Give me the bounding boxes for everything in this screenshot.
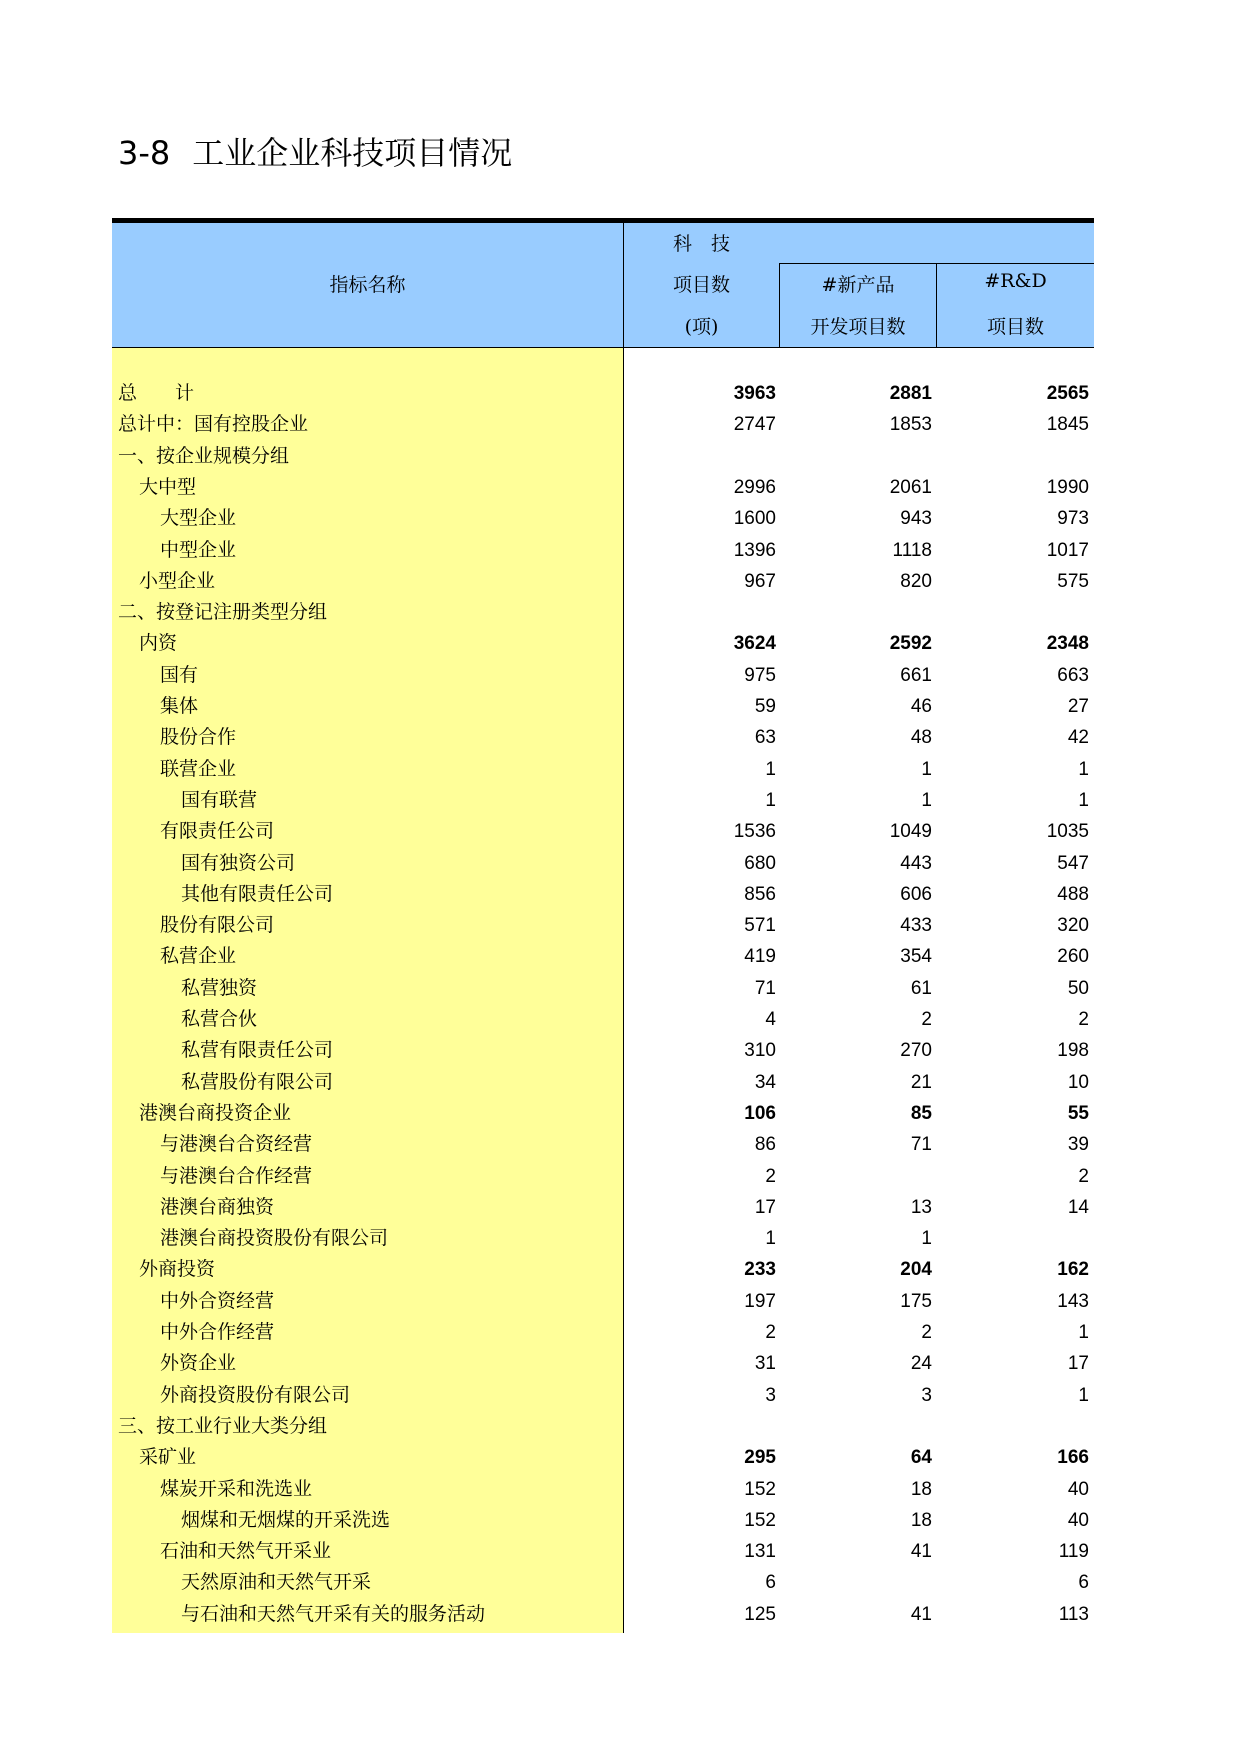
value-new-product: 204 [900,1259,932,1281]
value-projects: 2 [765,1322,776,1343]
value-rd: 1 [1078,1384,1089,1406]
row-label: 股份有限公司 [160,914,275,937]
value-projects: 1 [765,1228,776,1250]
value-new-product: 175 [900,1290,932,1312]
value-new-product: 606 [900,883,932,905]
row-label: 中外合作经营 [160,1321,275,1343]
value-projects: 1396 [733,539,776,561]
table-row [112,660,1094,691]
value-projects: 34 [754,1071,776,1093]
value-projects: 1536 [733,821,776,843]
value-new-product: 24 [910,1353,932,1375]
row-label: 外商投资股份有限公司 [160,1383,351,1406]
row-label: 大中型 [139,475,197,498]
table-row [112,816,1094,847]
value-rd: 2565 [1046,383,1089,404]
page-title [118,128,512,174]
value-projects: 4 [765,1009,776,1030]
table-row [112,1286,1094,1317]
row-label: 总计中：国有控股企业 [118,413,309,436]
value-projects: 1 [765,758,776,780]
row-label: 二、按登记注册类型分组 [118,601,328,624]
table-row [112,879,1094,910]
value-rd: 575 [1057,570,1089,592]
header-col2-line2: 开发项目数 [810,316,906,338]
value-new-product: 3 [921,1384,932,1406]
value-rd: 663 [1057,664,1089,686]
row-label: 石油和天然气开采业 [160,1540,332,1563]
row-label: 股份合作 [160,726,237,749]
value-rd: 488 [1057,883,1089,905]
value-projects: 975 [744,664,776,686]
row-label: 三、按工业行业大类分组 [118,1414,328,1437]
row-label: 总 计 [118,382,195,404]
table-row [112,535,1094,566]
table-row [112,1599,1094,1630]
value-projects: 680 [744,852,776,874]
value-new-product: 1 [921,758,932,780]
value-rd: 40 [1067,1509,1089,1531]
value-new-product: 2 [921,1009,932,1030]
table-row [112,848,1094,879]
value-rd: 166 [1057,1447,1089,1469]
value-rd: 2348 [1046,633,1089,655]
row-label: 港澳台商独资 [160,1195,275,1218]
value-projects: 295 [744,1447,776,1469]
header-group: 科 技 [672,233,730,255]
table-row [112,754,1094,785]
value-projects: 152 [744,1509,776,1531]
value-rd: 1035 [1046,821,1089,843]
row-label: 与港澳台合作经营 [160,1164,313,1187]
value-new-product: 1049 [889,821,932,843]
value-new-product: 85 [910,1102,932,1124]
value-rd: 1 [1078,758,1089,780]
row-label: 私营有限责任公司 [181,1039,334,1062]
value-new-product: 943 [900,508,932,530]
value-new-product: 820 [900,570,932,592]
table-row [112,1317,1094,1348]
row-label: 私营股份有限公司 [181,1070,334,1093]
table-row [112,597,1094,628]
value-projects: 125 [744,1603,776,1625]
table-row [112,910,1094,941]
value-new-product: 18 [910,1509,932,1531]
value-new-product: 41 [910,1541,932,1563]
header-col2-line1: #新产品 [821,274,895,296]
value-rd: 1845 [1046,414,1089,436]
row-label: 私营合伙 [181,1008,258,1030]
value-rd: 198 [1057,1040,1089,1062]
table-row [112,1411,1094,1442]
value-projects: 31 [754,1353,776,1375]
value-projects: 86 [754,1134,776,1156]
value-new-product: 71 [910,1134,932,1156]
value-new-product: 64 [910,1447,932,1469]
value-rd: 113 [1058,1603,1089,1625]
row-label: 港澳台商投资企业 [139,1101,292,1124]
table-number: 3-8 [118,134,171,172]
table-row [112,1442,1094,1473]
table-row [112,503,1094,534]
value-rd: 17 [1067,1353,1089,1375]
value-rd: 50 [1067,977,1089,999]
value-new-product: 2061 [889,476,932,498]
table-row [112,1474,1094,1505]
row-label: 国有联营 [181,788,258,811]
value-new-product: 1853 [889,414,932,436]
value-new-product: 2 [921,1322,932,1343]
table-row [112,628,1094,659]
table-row [112,1004,1094,1035]
row-label: 外资企业 [160,1352,237,1375]
value-new-product: 13 [910,1196,932,1218]
table-row [112,785,1094,816]
value-new-product: 46 [910,696,932,717]
value-projects: 17 [754,1196,776,1218]
value-rd: 27 [1067,696,1089,717]
value-projects: 59 [754,696,776,717]
row-label: 中外合资经营 [160,1289,275,1312]
header-col3-line1: #R&D [984,270,1047,292]
value-new-product: 2592 [889,633,932,655]
header-col1-line1: 项目数 [672,274,730,296]
value-projects: 71 [754,977,776,999]
value-rd: 260 [1057,946,1089,968]
row-label: 私营企业 [160,945,237,968]
table-row [112,691,1094,722]
row-label: 小型企业 [139,569,216,592]
value-projects: 2996 [733,476,776,498]
row-label: 一、按企业规模分组 [118,444,290,467]
value-rd: 162 [1057,1259,1089,1281]
table-row [112,973,1094,1004]
value-projects: 6 [765,1572,776,1594]
value-new-product: 1 [921,789,932,811]
value-rd: 1017 [1046,539,1089,561]
value-projects: 856 [744,883,776,905]
value-projects: 967 [744,570,776,592]
row-label: 与港澳台合资经营 [160,1133,313,1156]
value-rd: 1 [1078,789,1089,811]
row-label: 港澳台商投资股份有限公司 [160,1227,389,1250]
header-col3-line2: 项目数 [986,316,1044,338]
value-new-product: 41 [910,1603,932,1625]
value-rd: 14 [1067,1196,1089,1218]
row-label: 采矿业 [139,1446,197,1469]
row-label: 烟煤和无烟煤的开采洗选 [181,1508,391,1531]
value-rd: 1990 [1046,476,1089,498]
header-name: 指标名称 [329,274,406,296]
value-new-product: 21 [910,1071,932,1093]
value-rd: 39 [1067,1134,1089,1156]
table-row [112,1098,1094,1129]
table-row [112,941,1094,972]
row-label: 集体 [160,695,199,717]
value-rd: 143 [1057,1290,1089,1312]
value-rd: 547 [1057,852,1089,874]
table-row [112,1035,1094,1066]
table-row [112,1380,1094,1411]
value-new-product: 433 [900,915,932,937]
table-row [112,1536,1094,1567]
table-row [112,722,1094,753]
header-col1-line2: (项) [684,316,719,338]
row-label: 国有 [160,663,199,686]
row-label: 国有独资公司 [181,851,296,874]
value-projects: 106 [744,1102,776,1124]
row-label: 私营独资 [181,976,258,999]
table-row [112,566,1094,597]
table-row [112,1567,1094,1598]
value-new-product: 1 [921,1228,932,1250]
value-new-product: 48 [910,727,932,749]
value-rd: 6 [1078,1572,1089,1594]
value-projects: 1600 [733,508,776,530]
value-projects: 1 [765,789,776,811]
value-rd: 55 [1067,1102,1089,1124]
table-row [112,1192,1094,1223]
table-row [112,1129,1094,1160]
value-projects: 63 [754,727,776,749]
value-rd: 2 [1078,1165,1089,1187]
row-label: 与石油和天然气开采有关的服务活动 [181,1602,486,1625]
table-row [112,472,1094,503]
value-projects: 152 [744,1478,776,1500]
table-row [112,1067,1094,1098]
value-rd: 2 [1078,1009,1089,1030]
value-new-product: 270 [900,1040,932,1062]
table-row [112,1505,1094,1536]
table-row [112,1348,1094,1379]
value-new-product: 661 [900,664,932,686]
row-label: 内资 [139,632,178,655]
value-new-product: 443 [900,852,932,874]
row-label: 大型企业 [160,507,237,530]
table-row [112,378,1094,409]
value-projects: 2747 [733,414,776,436]
value-rd: 40 [1067,1478,1089,1500]
value-rd: 10 [1067,1071,1089,1093]
value-new-product: 1118 [892,539,932,561]
value-projects: 310 [744,1040,776,1062]
table-title: 工业企业科技项目情况 [192,134,513,172]
value-new-product: 354 [900,946,932,968]
table-row [112,1161,1094,1192]
row-label: 天然原油和天然气开采 [181,1571,372,1594]
row-label: 煤炭开采和洗选业 [160,1477,313,1500]
table-row [112,409,1094,440]
value-projects: 233 [744,1259,776,1281]
table-row [112,441,1094,472]
row-label: 中型企业 [160,538,237,561]
value-new-product: 2881 [889,383,932,404]
value-projects: 571 [744,915,776,937]
row-label: 有限责任公司 [160,820,275,843]
value-new-product: 61 [910,977,932,999]
value-projects: 419 [744,946,776,968]
table-row [112,1223,1094,1254]
value-projects: 131 [744,1541,776,1563]
value-projects: 3963 [733,383,776,404]
row-label: 外商投资 [139,1258,216,1281]
value-projects: 3624 [733,633,776,655]
value-rd: 42 [1067,727,1089,749]
row-label: 其他有限责任公司 [181,882,334,905]
value-rd: 1 [1078,1322,1089,1343]
value-projects: 197 [744,1290,776,1312]
value-projects: 2 [765,1165,776,1187]
value-new-product: 18 [910,1478,932,1500]
value-rd: 320 [1057,915,1089,937]
value-rd: 973 [1057,508,1089,530]
row-label: 联营企业 [160,757,237,780]
value-projects: 3 [765,1384,776,1406]
table-row [112,1254,1094,1285]
value-rd: 119 [1058,1541,1089,1563]
